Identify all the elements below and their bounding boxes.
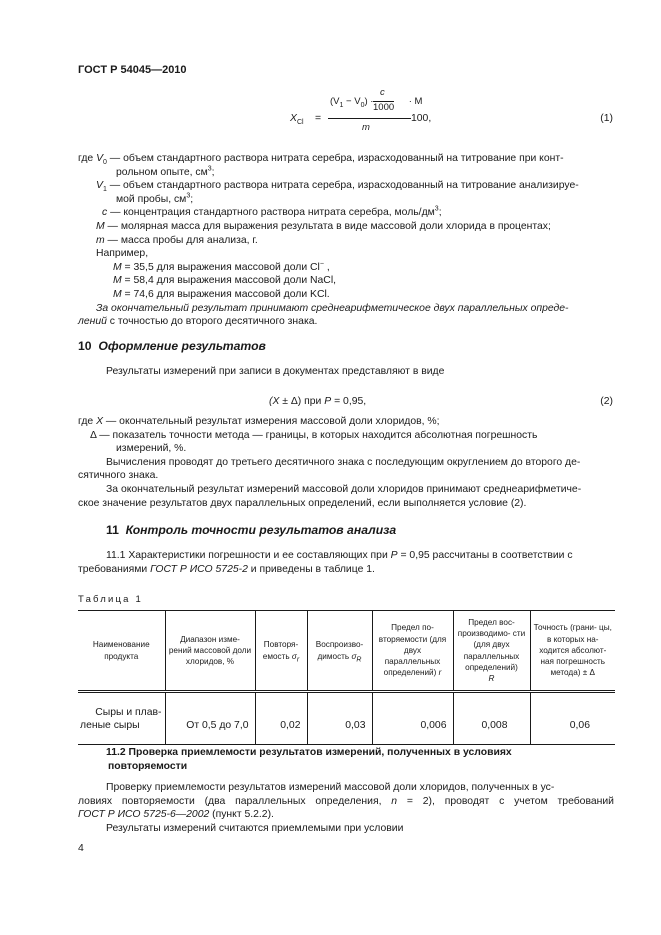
formula-multiplier: 100,	[411, 113, 432, 124]
cell-repeatability-limit: 0,006	[372, 692, 453, 745]
section-11-2-para-line1: Проверку приемлемости результатов измерений массовой доли хлоридов, полученных в ус-	[106, 782, 555, 793]
example-cl: M = 35,5 для выражения массовой доли Cl− ,	[113, 260, 330, 273]
para-final-cont: ское значение результатов двух параллельных определений, если выполняется условие (2).	[78, 497, 527, 509]
section-11-2-para-line3: ГОСТ Р ИСО 5725-6—2002 (пункт 5.2.2).	[78, 809, 274, 821]
formula-1000: 1000	[373, 102, 395, 113]
section-10-intro: Результаты измерений при записи в документах представляют в виде	[106, 366, 445, 377]
section-11-heading: 11 Контроль точности результатов анализа	[106, 523, 397, 537]
para-rounding-cont: сятичного знака.	[78, 470, 159, 482]
formula-numerator: $(V_1 - V_0)$ · · M	[330, 96, 423, 109]
cell-reproducibility: 0,03	[307, 692, 372, 745]
col-header-reproducibility: Воспроизво- димость $\sigma_R$	[307, 611, 372, 692]
col-header-product: Наименование продукта	[78, 611, 165, 692]
col-header-repeatability-limit: Предел по- вторяемости (для двух параллельных определений) r	[372, 611, 453, 692]
section-11-2-para-line2: ловиях повторяемости (два параллельных определения, n = 2), проводят с учетом требований	[78, 795, 614, 807]
def-v1: $V_1$ — объем стандартного раствора нитрата серебра, израсходованный на титрование анализируе-	[96, 180, 579, 194]
table-header-row	[78, 611, 615, 692]
def-v0: где $V_0$ — объем стандартного раствора нитрата серебра, израсходованный на титрование при конт-	[78, 153, 564, 167]
def-delta-cont: измерений, %.	[116, 443, 187, 455]
section-11-2-body	[78, 781, 614, 835]
example-nacl: M = 58,4 для выражения массовой доли NaCl,	[113, 275, 337, 287]
def-v0-cont: рольном опыте, $см^3$;	[116, 165, 215, 178]
formula-denominator: m	[362, 122, 370, 133]
def-M: M — молярная масса для выражения результата в виде массовой доли хлорида в процентах;	[96, 220, 551, 232]
col-header-accuracy: Точность (грани- цы, в которых на- ходится абсолют- ная погрешность метода) ± Δ	[530, 611, 615, 692]
table-1	[78, 610, 615, 745]
equals-sign: =	[315, 113, 322, 124]
para-final: За окончательный результат измерений массовой доли хлоридов принимают среднеарифметиче-	[106, 483, 582, 495]
def-delta: Δ — показатель точности метода — границы, в которых находится абсолютная погрешность	[90, 429, 538, 441]
equation-number-2: (2)	[600, 396, 613, 407]
section-10-definitions	[78, 415, 614, 510]
col-header-repeatability: Повторя- емость $\sigma_r$	[255, 611, 307, 692]
document-id-header: ГОСТ Р 54045—2010	[78, 64, 187, 76]
section-11-1-para	[78, 549, 614, 576]
equation-number-1: (1)	[600, 113, 613, 124]
def-c: c — концентрация стандартного раствора нитрата серебра, моль/$дм^3$;	[102, 205, 442, 219]
section-11-2-para2: Результаты измерений считаются приемлемыми при условии	[106, 822, 404, 834]
example-label: Например,	[96, 248, 149, 260]
formula-1	[290, 86, 430, 146]
final-result-note: За окончательный результат принимают среднеарифметическое двух параллельных опреде-	[96, 302, 569, 314]
page-number: 4	[78, 843, 84, 854]
cell-repeatability: 0,02	[255, 692, 307, 745]
table-row	[78, 692, 615, 745]
def-m: m — масса пробы для анализа, г.	[96, 234, 258, 246]
formula-lhs: $X_{Cl}$	[290, 113, 304, 127]
section-11-1-line2: требованиями ГОСТ Р ИСО 5725-2 и приведены в таблице 1.	[78, 563, 375, 575]
cell-product: Сыры и плав- леные сыры	[78, 692, 165, 745]
cell-range: От 0,5 до 7,0	[165, 692, 255, 745]
def-v1-cont: мой пробы, $см^3$;	[116, 192, 194, 205]
col-header-range: Диапазон изме- рений массовой доли хлоридов, %	[165, 611, 255, 692]
example-kcl: M = 74,6 для выражения массовой доли KCl.	[113, 288, 330, 300]
fraction-bar	[328, 118, 411, 119]
section-11-1-line1: 11.1 Характеристики погрешности и ее составляющих при P = 0,95 рассчитаны в соответствии с	[106, 550, 573, 561]
table-caption: Таблица 1	[78, 594, 143, 605]
col-header-reproducibility-limit: Предел вос- производимо- сти (для двух параллельных определений) R	[453, 611, 530, 692]
para-rounding: Вычисления проводят до третьего десятичного знака с последующим округлением до второго де-	[106, 456, 581, 468]
variable-definitions	[78, 152, 614, 329]
cell-accuracy: 0,06	[530, 692, 615, 745]
cell-reproducibility-limit: 0,008	[453, 692, 530, 745]
section-10-heading: 10 Оформление результатов	[78, 339, 266, 353]
formula-2: (X ± Δ) при P = 0,95,	[269, 396, 367, 407]
section-11-2-heading: 11.2 Проверка приемлемости результатов измерений, полученных в условиях повторяемости	[106, 747, 512, 772]
final-result-note-cont: лений с точностью до второго десятичного знака.	[78, 316, 318, 328]
formula-c: c	[380, 87, 385, 98]
def-X: где X — окончательный результат измерения массовой доли хлоридов, %;	[78, 416, 440, 427]
